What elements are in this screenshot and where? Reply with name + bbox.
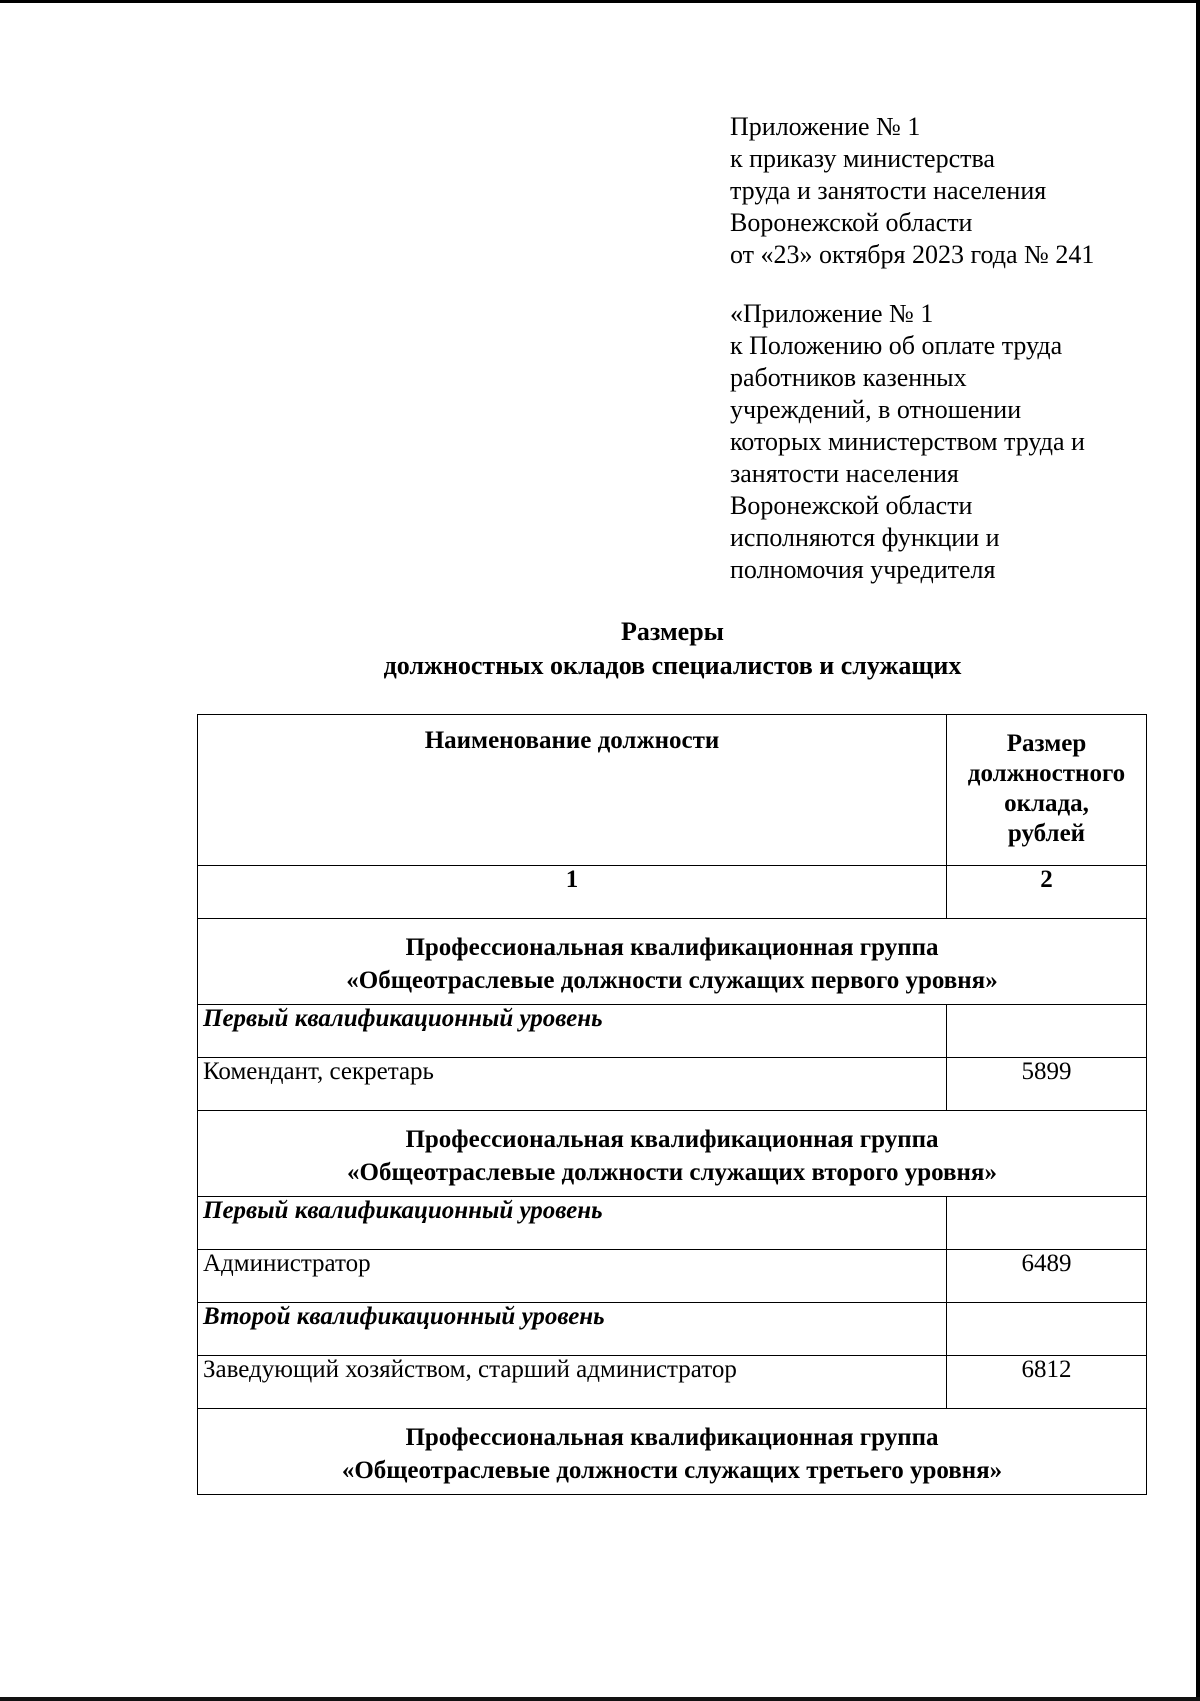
appendix-line: к приказу министерства [730,144,995,173]
level-name: Первый квалификационный уровень [198,1197,947,1250]
table-row [198,1058,1147,1111]
group-title-line: Профессиональная квалификационная группа [405,1126,939,1153]
position-name: Администратор [198,1250,947,1303]
group-title-line: Профессиональная квалификационная группа [405,1424,939,1451]
appendix-order-reference [730,111,1094,271]
group-title [198,919,1147,1005]
position-name: Заведующий хозяйством, старший администратор [198,1356,947,1409]
level-row [198,1197,1147,1250]
level-name: Первый квалификационный уровень [198,1005,947,1058]
appendix-regulation-reference [730,298,1085,586]
group-title-line: «Общеотраслевые должности служащих первого уровня» [346,967,998,994]
level-row [198,1005,1147,1058]
document-title-line1: Размеры [621,617,724,646]
group-title-line: «Общеотраслевые должности служащих второго уровня» [347,1159,997,1186]
appendix-line: учреждений, в отношении [730,395,1022,424]
document-title-line2: должностных окладов специалистов и служащих [383,651,962,680]
header-salary-line: оклада, [1004,790,1089,817]
salary-value: 6812 [947,1356,1147,1409]
document-title [0,615,1200,683]
table-header-row [198,715,1147,866]
appendix-line: исполняются функции и [730,523,1000,552]
appendix-line: к Положению об оплате труда [730,331,1063,360]
header-position-name: Наименование должности [198,715,947,866]
group-row [198,1409,1147,1495]
table-row [198,1356,1147,1409]
salary-value: 5899 [947,1058,1147,1111]
level-name: Второй квалификационный уровень [198,1303,947,1356]
column-number: 1 [198,866,947,919]
header-salary-line: рублей [1007,820,1086,847]
level-empty-cell [947,1197,1147,1250]
scan-border-right [1196,0,1200,1701]
appendix-line: труда и занятости населения [730,176,1047,205]
group-row [198,919,1147,1005]
level-row [198,1303,1147,1356]
appendix-line: работников казенных [730,363,967,392]
table-row [198,1250,1147,1303]
appendix-line: Воронежской области [730,208,973,237]
position-name: Комендант, секретарь [198,1058,947,1111]
group-title [198,1111,1147,1197]
group-title-line: «Общеотраслевые должности служащих третьего уровня» [341,1457,1003,1484]
appendix-line: «Приложение № 1 [730,299,934,328]
appendix-line: Приложение № 1 [730,112,921,141]
header-salary-line: Размер [1006,730,1087,757]
appendix-line: полномочия учредителя [730,555,996,584]
scan-border-top [0,0,1200,3]
appendix-line: от «23» октября 2023 года № 241 [730,240,1095,269]
appendix-line: которых министерством труда и [730,427,1085,456]
group-title [198,1409,1147,1495]
header-salary-line: должностного [967,760,1126,787]
group-row [198,1111,1147,1197]
salary-table [197,714,1147,1495]
appendix-line: Воронежской области [730,491,973,520]
column-number: 2 [947,866,1147,919]
scan-border-bottom [0,1697,1200,1701]
appendix-line: занятости населения [730,459,959,488]
group-title-line: Профессиональная квалификационная группа [405,934,939,961]
header-salary-size [947,715,1147,866]
level-empty-cell [947,1303,1147,1356]
column-number-row [198,866,1147,919]
salary-value: 6489 [947,1250,1147,1303]
level-empty-cell [947,1005,1147,1058]
